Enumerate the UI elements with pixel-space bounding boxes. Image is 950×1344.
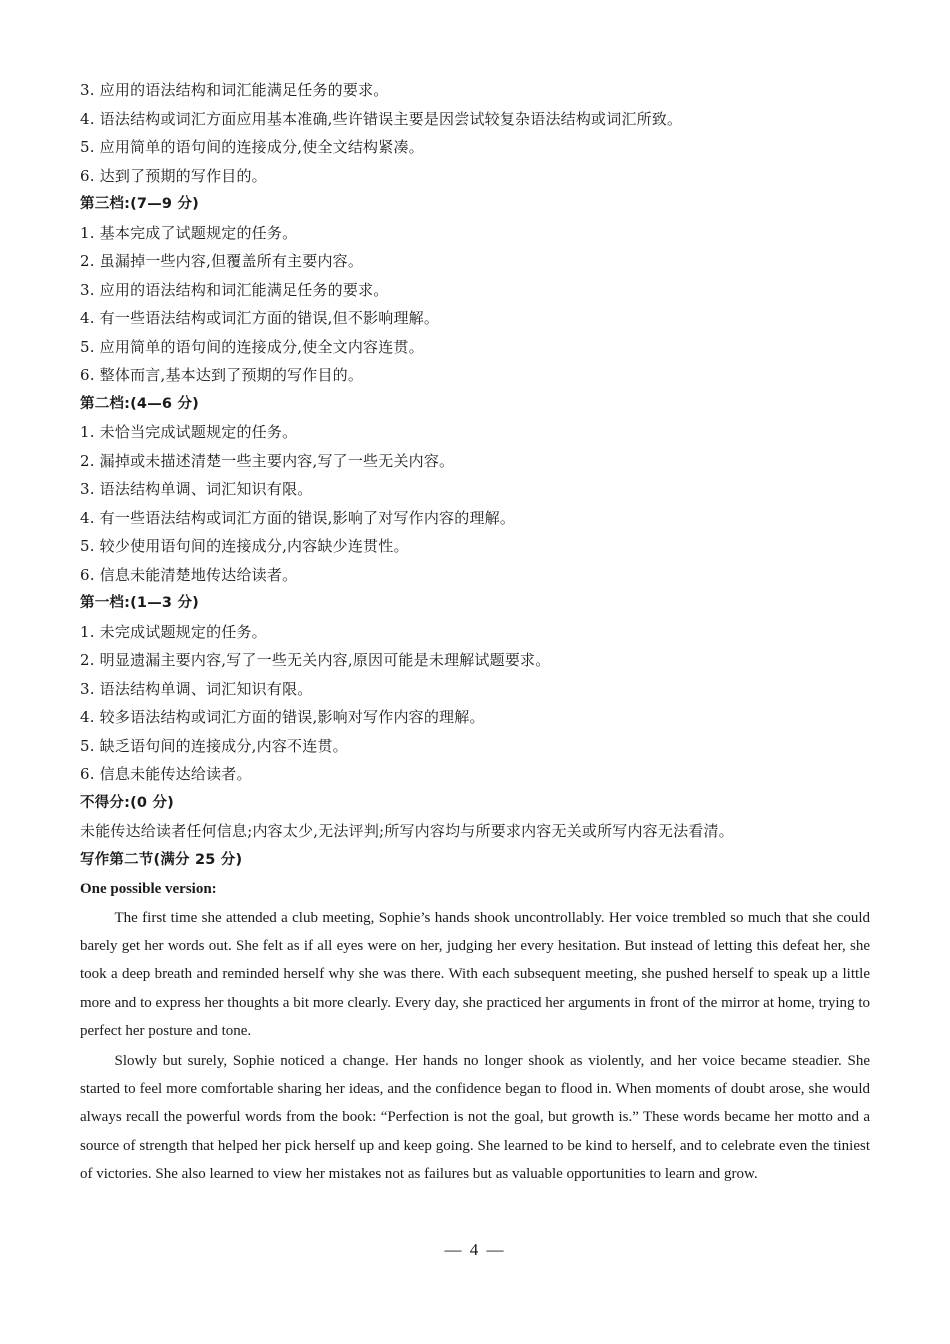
level3-heading: 第三档:(7—9 分) [80, 196, 199, 212]
level1-section [80, 589, 870, 789]
list-item: 5. 较少使用语句间的连接成分,内容缺少连贯性。 [80, 537, 409, 555]
list-item: 6. 达到了预期的写作目的。 [80, 166, 267, 185]
essay-paragraph: The first time she attended a club meeting, Sophie’s hands shook uncontrollably. Her voice trembled so much that she could barely get her words out. She felt as if all eyes were on her, judging her every hesitation. But instead of letting this defeat her, she took a deep breath and reminded herself why she was there. With each subsequent meeting, she pushed herself to speak up a little more and to express her thoughts a bit more clearly. Every day, she practiced her arguments in front of the mirror at home, trying to perfect her posture and tone. [80, 909, 870, 1040]
level3-section [80, 190, 870, 390]
level1-heading: 第一档:(1—3 分) [80, 595, 199, 611]
list-item: 2. 漏掉或未描述清楚一些主要内容,写了一些无关内容。 [80, 451, 455, 470]
level0-section [80, 789, 870, 846]
list-item: 3. 应用的语法结构和词汇能满足任务的要求。 [80, 81, 389, 99]
list-item: 4. 语法结构或词汇方面应用基本准确,些许错误主要是因尝试较复杂语法结构或词汇所致。 [80, 109, 683, 128]
list-item: 4. 有一些语法结构或词汇方面的错误,影响了对写作内容的理解。 [80, 508, 516, 527]
list-item: 6. 整体而言,基本达到了预期的写作目的。 [80, 366, 364, 384]
list-item: 6. 信息未能清楚地传达给读者。 [80, 565, 298, 584]
list-item: 1. 未恰当完成试题规定的任务。 [80, 423, 298, 441]
level0-heading: 不得分:(0 分) [80, 794, 174, 811]
level0-text: 未能传达给读者任何信息;内容太少,无法评判;所写内容均与所要求内容无关或所写内容无法看清。 [80, 822, 734, 840]
page-number: — 4 — [444, 1240, 506, 1259]
list-item: 5. 应用简单的语句间的连接成分,使全文内容连贯。 [80, 337, 424, 356]
list-item: 6. 信息未能传达给读者。 [80, 765, 252, 783]
list-item: 2. 虽漏掉一些内容,但覆盖所有主要内容。 [80, 252, 364, 270]
list-item: 3. 语法结构单调、词汇知识有限。 [80, 679, 313, 698]
level4-tail-list [80, 76, 870, 190]
essay-paragraph: Slowly but surely, Sophie noticed a change. Her hands no longer shook as violently, and her voice became steadier. She started to feel more comfortable sharing her ideas, and the confidence began to flood in. When moments of doubt arose, she would always recall the powerful words from the book: “Perfection is not the goal, but growth is.” These words became her motto and a source of strength that helped her pick herself up and keep going. She learned to be kind to herself, and to celebrate even the tiniest of victories. She also learned to view her mistakes not as failures but as valuable opportunities to learn and grow. [80, 1052, 870, 1183]
list-item: 3. 语法结构单调、词汇知识有限。 [80, 480, 313, 498]
page-content [80, 76, 870, 1189]
list-item: 5. 缺乏语句间的连接成分,内容不连贯。 [80, 736, 348, 755]
list-item: 1. 未完成试题规定的任务。 [80, 622, 267, 641]
level2-heading: 第二档:(4—6 分) [80, 395, 199, 412]
list-item: 5. 应用简单的语句间的连接成分,使全文结构紧凑。 [80, 138, 424, 156]
level2-section [80, 390, 870, 590]
list-item: 3. 应用的语法结构和词汇能满足任务的要求。 [80, 280, 389, 299]
section2 [80, 846, 870, 1189]
section2-heading: 写作第二节(满分 25 分) [80, 851, 243, 868]
list-item: 4. 较多语法结构或词汇方面的错误,影响对写作内容的理解。 [80, 708, 485, 726]
list-item: 1. 基本完成了试题规定的任务。 [80, 223, 298, 242]
essay-label: One possible version: [80, 881, 217, 897]
list-item: 4. 有一些语法结构或词汇方面的错误,但不影响理解。 [80, 309, 440, 327]
list-item: 2. 明显遗漏主要内容,写了一些无关内容,原因可能是未理解试题要求。 [80, 651, 551, 669]
